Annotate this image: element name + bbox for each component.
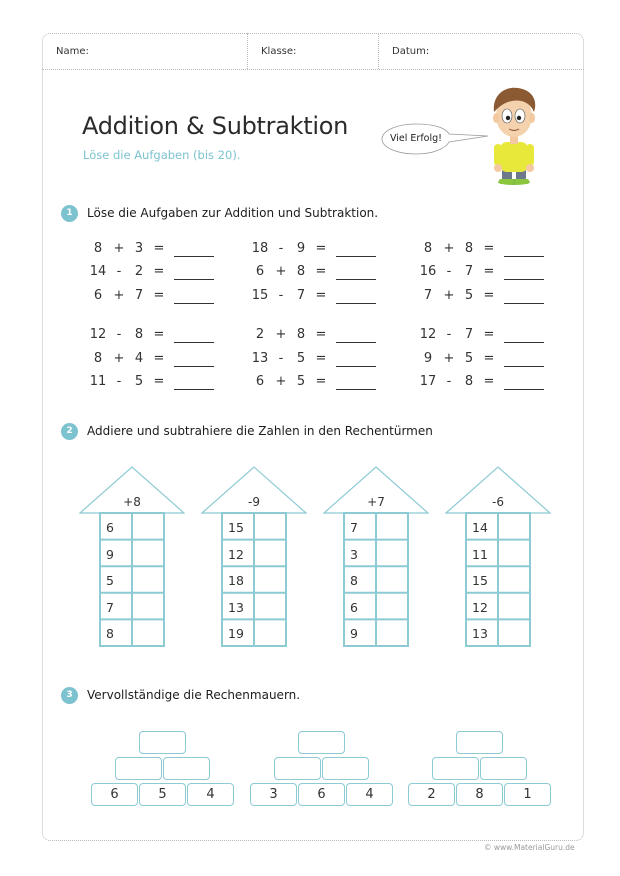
equation-equals: = xyxy=(153,351,165,366)
section-number-badge: 2 xyxy=(61,423,78,440)
wall-middle-brick[interactable] xyxy=(432,757,479,780)
answer-line[interactable] xyxy=(336,279,376,280)
equation-row xyxy=(250,288,385,304)
tower-answer-cell[interactable] xyxy=(498,594,530,620)
equation-row xyxy=(418,264,553,280)
equation-equals: = xyxy=(483,374,495,389)
equation-operand: 8 xyxy=(423,241,433,256)
equation-equals: = xyxy=(483,241,495,256)
equation-operand: 17 xyxy=(419,374,437,389)
equation-operator: + xyxy=(275,327,287,342)
equation-operand: 4 xyxy=(134,351,144,366)
tower-value-cell: 19 xyxy=(228,626,244,642)
wall-top-brick[interactable] xyxy=(456,731,503,754)
equation-row xyxy=(418,374,553,390)
wall-base-brick: 6 xyxy=(91,783,138,806)
tower-value-cell: 6 xyxy=(106,520,114,535)
equation-row xyxy=(418,288,553,304)
equation-row xyxy=(250,351,385,367)
equation-operator: - xyxy=(278,241,284,256)
equation-operand: 2 xyxy=(255,327,265,342)
answer-line[interactable] xyxy=(174,342,214,343)
equation-operand: 5 xyxy=(296,374,306,389)
equation-row xyxy=(418,327,553,343)
equation-equals: = xyxy=(153,327,165,342)
equation-equals: = xyxy=(315,264,327,279)
wall-base-brick: 1 xyxy=(504,783,551,806)
equation-operand: 8 xyxy=(464,374,474,389)
answer-line[interactable] xyxy=(504,342,544,343)
answer-line[interactable] xyxy=(336,303,376,304)
number-wall xyxy=(250,731,395,813)
answer-line[interactable] xyxy=(336,366,376,367)
tower-value-cell: 9 xyxy=(106,546,114,562)
equation-operator: + xyxy=(275,374,287,389)
tower-value-cell: 12 xyxy=(228,546,244,562)
equation-row xyxy=(250,374,385,390)
tower-value-cell: 6 xyxy=(350,599,358,615)
header-row xyxy=(42,33,584,70)
equation-row xyxy=(250,264,385,280)
wall-middle-brick[interactable] xyxy=(322,757,369,780)
equation-operand: 2 xyxy=(134,264,144,279)
equation-operand: 7 xyxy=(464,264,474,279)
equation-operand: 12 xyxy=(89,327,107,342)
equation-equals: = xyxy=(153,374,165,389)
number-wall xyxy=(408,731,553,813)
date-field[interactable] xyxy=(378,33,583,69)
equation-operand: 7 xyxy=(134,288,144,303)
section-title: Vervollständige die Rechenmauern. xyxy=(87,688,301,702)
tower-value-cell: 13 xyxy=(228,599,244,615)
tower-value-cell: 9 xyxy=(350,626,358,642)
equation-operand: 5 xyxy=(464,288,474,303)
answer-line[interactable] xyxy=(504,389,544,390)
tower-value-cell: 3 xyxy=(350,546,358,562)
tower-answer-cell[interactable] xyxy=(498,567,530,593)
equation-equals: = xyxy=(153,288,165,303)
page-title: Addition & Subtraktion xyxy=(82,112,349,140)
wall-base-brick: 4 xyxy=(187,783,234,806)
equation-operand: 15 xyxy=(251,288,269,303)
equation-operand: 8 xyxy=(296,327,306,342)
tower-answer-cell[interactable] xyxy=(132,541,164,567)
tower-operation: -9 xyxy=(248,495,260,509)
answer-line[interactable] xyxy=(174,389,214,390)
wall-middle-brick[interactable] xyxy=(163,757,210,780)
tower-answer-cell[interactable] xyxy=(376,567,408,593)
equation-operand: 12 xyxy=(419,327,437,342)
tower-value-cell: 15 xyxy=(472,573,488,589)
tower-answer-cell[interactable] xyxy=(254,541,286,567)
equation-equals: = xyxy=(483,288,495,303)
equation-operand: 7 xyxy=(423,288,433,303)
equation-operator: - xyxy=(278,351,284,366)
class-label: Klasse: xyxy=(261,46,297,57)
equation-equals: = xyxy=(153,264,165,279)
wall-base-brick: 2 xyxy=(408,783,455,806)
wall-base-brick: 3 xyxy=(250,783,297,806)
tower-answer-cell[interactable] xyxy=(132,514,164,540)
answer-line[interactable] xyxy=(504,366,544,367)
equation-operand: 9 xyxy=(296,241,306,256)
tower-answer-cell[interactable] xyxy=(132,567,164,593)
equation-operand: 18 xyxy=(251,241,269,256)
equation-operator: + xyxy=(275,264,287,279)
calculation-tower xyxy=(323,466,429,650)
section-number-badge: 1 xyxy=(61,205,78,222)
answer-line[interactable] xyxy=(336,389,376,390)
wall-base-brick: 8 xyxy=(456,783,503,806)
equation-operator: + xyxy=(443,288,455,303)
tower-operation: +7 xyxy=(367,495,385,509)
equation-operator: - xyxy=(278,288,284,303)
tower-value-cell: 12 xyxy=(472,599,488,615)
equation-row xyxy=(88,351,223,367)
equation-equals: = xyxy=(153,241,165,256)
class-field[interactable] xyxy=(247,33,378,69)
equation-equals: = xyxy=(483,327,495,342)
wall-top-brick[interactable] xyxy=(139,731,186,754)
equation-equals: = xyxy=(315,241,327,256)
equation-operand: 8 xyxy=(464,241,474,256)
equation-operand: 5 xyxy=(296,351,306,366)
tower-value-cell: 11 xyxy=(472,546,488,562)
equation-operator: + xyxy=(113,288,125,303)
wall-base-brick: 4 xyxy=(346,783,393,806)
tower-value-cell: 7 xyxy=(106,599,114,615)
answer-line[interactable] xyxy=(504,279,544,280)
equation-operator: - xyxy=(446,327,452,342)
equation-operator: + xyxy=(443,351,455,366)
wall-base-brick: 5 xyxy=(139,783,186,806)
page-subtitle: Löse die Aufgaben (bis 20). xyxy=(83,148,241,162)
tower-value-cell: 14 xyxy=(472,520,488,535)
wall-middle-brick[interactable] xyxy=(115,757,162,780)
copyright-text: © www.MaterialGuru.de xyxy=(484,843,575,852)
equation-equals: = xyxy=(483,351,495,366)
equation-operator: + xyxy=(113,351,125,366)
tower-answer-cell[interactable] xyxy=(376,514,408,540)
equation-row xyxy=(418,241,553,257)
tower-answer-cell[interactable] xyxy=(132,594,164,620)
tower-value-cell: 5 xyxy=(106,573,114,589)
tower-value-cell: 18 xyxy=(228,573,244,589)
equation-row xyxy=(250,241,385,257)
equation-operator: - xyxy=(116,374,122,389)
equation-row xyxy=(88,264,223,280)
equation-operand: 8 xyxy=(296,264,306,279)
answer-line[interactable] xyxy=(174,303,214,304)
equation-operand: 6 xyxy=(93,288,103,303)
equation-row xyxy=(88,327,223,343)
tower-value-cell: 15 xyxy=(228,520,244,535)
calculation-tower xyxy=(201,466,307,650)
tower-answer-cell[interactable] xyxy=(254,594,286,620)
answer-line[interactable] xyxy=(336,342,376,343)
wall-top-brick[interactable] xyxy=(298,731,345,754)
equation-operand: 9 xyxy=(423,351,433,366)
name-label: Name: xyxy=(56,46,89,57)
equation-operand: 6 xyxy=(255,264,265,279)
equation-operand: 14 xyxy=(89,264,107,279)
answer-line[interactable] xyxy=(174,279,214,280)
tower-answer-cell[interactable] xyxy=(254,567,286,593)
equation-equals: = xyxy=(315,374,327,389)
tower-answer-cell[interactable] xyxy=(376,541,408,567)
equation-operand: 16 xyxy=(419,264,437,279)
calculation-tower xyxy=(445,466,551,650)
calculation-tower xyxy=(79,466,185,650)
equation-operator: - xyxy=(446,264,452,279)
boy-mascot-icon xyxy=(486,84,542,186)
tower-answer-cell[interactable] xyxy=(254,514,286,540)
section-title: Addiere und subtrahiere die Zahlen in den Rechentürmen xyxy=(87,424,433,438)
tower-operation: -6 xyxy=(492,495,504,509)
equation-operand: 5 xyxy=(134,374,144,389)
equation-row xyxy=(418,351,553,367)
tower-value-cell: 13 xyxy=(472,626,488,642)
tower-answer-cell[interactable] xyxy=(132,620,164,646)
equation-operator: + xyxy=(113,241,125,256)
equation-operand: 8 xyxy=(134,327,144,342)
answer-line[interactable] xyxy=(504,256,544,257)
equation-row xyxy=(88,374,223,390)
tower-answer-cell[interactable] xyxy=(498,620,530,646)
equation-operand: 8 xyxy=(93,241,103,256)
equation-equals: = xyxy=(483,264,495,279)
section-title: Löse die Aufgaben zur Addition und Subtraktion. xyxy=(87,206,379,220)
equation-operand: 7 xyxy=(464,327,474,342)
answer-line[interactable] xyxy=(174,366,214,367)
equation-operand: 6 xyxy=(255,374,265,389)
tower-value-cell: 8 xyxy=(106,626,114,642)
section-number-badge: 3 xyxy=(61,687,78,704)
tower-answer-cell[interactable] xyxy=(376,620,408,646)
tower-answer-cell[interactable] xyxy=(376,594,408,620)
date-label: Datum: xyxy=(392,46,430,57)
tower-operation: +8 xyxy=(123,495,141,509)
equation-operand: 3 xyxy=(134,241,144,256)
wall-middle-brick[interactable] xyxy=(274,757,321,780)
equation-operator: + xyxy=(443,241,455,256)
tower-value-cell: 8 xyxy=(350,573,358,589)
number-wall xyxy=(91,731,236,813)
equation-operand: 5 xyxy=(464,351,474,366)
equation-equals: = xyxy=(315,288,327,303)
equation-row xyxy=(250,327,385,343)
equation-operator: - xyxy=(116,264,122,279)
equation-equals: = xyxy=(315,351,327,366)
wall-base-brick: 6 xyxy=(298,783,345,806)
tower-answer-cell[interactable] xyxy=(498,541,530,567)
equation-row xyxy=(88,241,223,257)
tower-answer-cell[interactable] xyxy=(254,620,286,646)
equation-operand: 11 xyxy=(89,374,107,389)
tower-answer-cell[interactable] xyxy=(498,514,530,540)
wall-middle-brick[interactable] xyxy=(480,757,527,780)
answer-line[interactable] xyxy=(174,256,214,257)
tower-value-cell: 7 xyxy=(350,520,358,535)
equation-equals: = xyxy=(315,327,327,342)
equation-operand: 13 xyxy=(251,351,269,366)
name-field[interactable] xyxy=(42,33,247,69)
answer-line[interactable] xyxy=(504,303,544,304)
answer-line[interactable] xyxy=(336,256,376,257)
equation-operator: - xyxy=(446,374,452,389)
equation-row xyxy=(88,288,223,304)
equation-operand: 7 xyxy=(296,288,306,303)
equation-operator: - xyxy=(116,327,122,342)
speech-bubble-text: Viel Erfolg! xyxy=(390,133,442,144)
equation-operand: 8 xyxy=(93,351,103,366)
